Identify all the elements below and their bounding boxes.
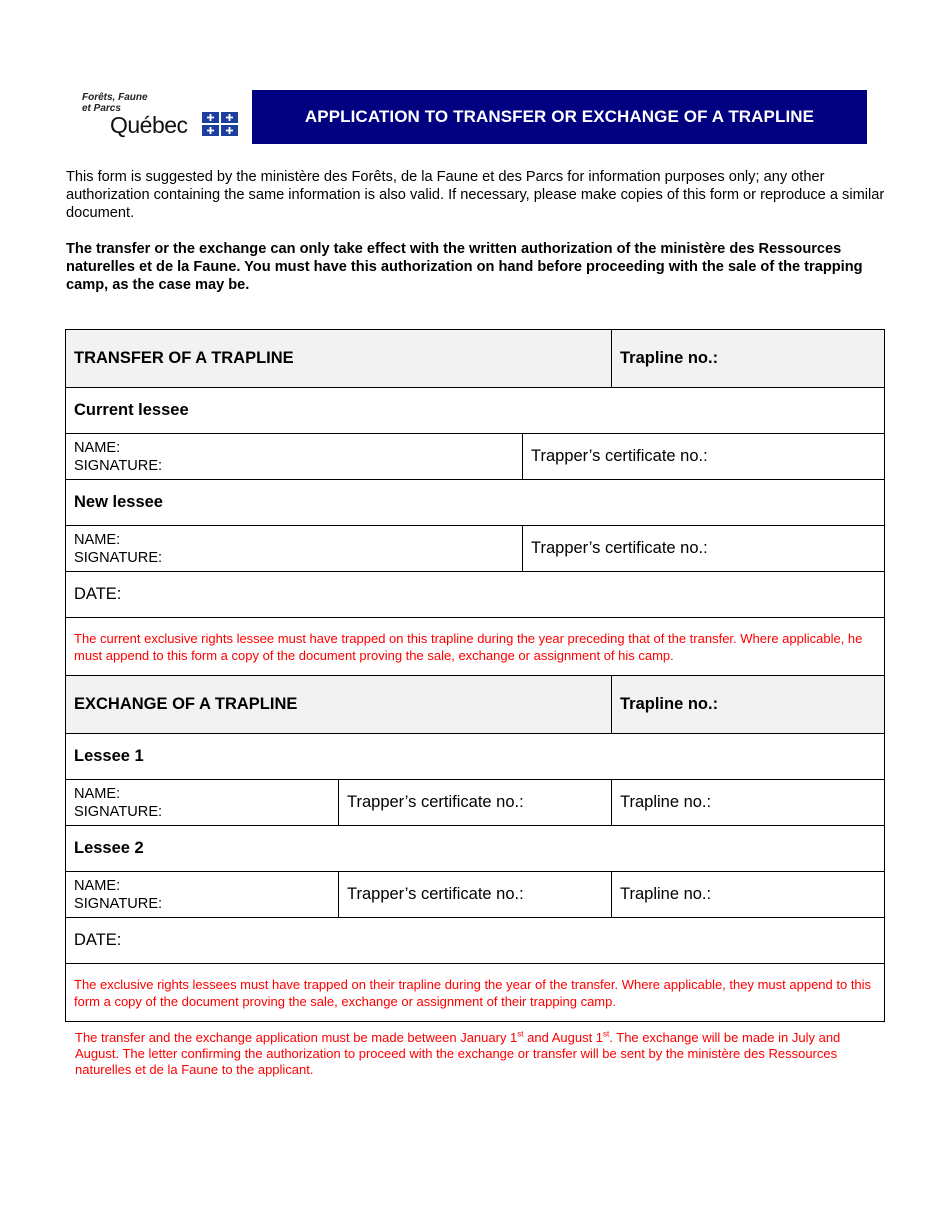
transfer-header-row bbox=[66, 330, 885, 388]
intro-text: This form is suggested by the ministère des Forêts, de la Faune et des Parcs for information purposes only; any other authorization containing the same information is also valid. If necessary, please make copies of this form or reproduce a similar document. bbox=[66, 169, 885, 221]
signature-label: SIGNATURE: bbox=[74, 803, 163, 820]
lessee2-heading: Lessee 2 bbox=[66, 826, 885, 871]
lessee2-trapline-field[interactable]: Trapline no.: bbox=[612, 872, 885, 917]
new-lessee-row bbox=[66, 526, 885, 572]
current-lessee-row bbox=[66, 434, 885, 480]
logo-ministry-line1: Forêts, Faune bbox=[82, 92, 148, 103]
current-lessee-name-signature-field[interactable] bbox=[66, 434, 523, 479]
lessee1-heading: Lessee 1 bbox=[66, 734, 885, 779]
authorization-notice: The transfer or the exchange can only take effect with the written authorization of the ministère des Ressources naturelles et de la Faune. You must have this authorization on hand before proceeding with the sale of the trapping camp, as the case may be. bbox=[66, 241, 863, 293]
footer-sup-1: st bbox=[517, 1029, 524, 1039]
lessee2-certificate-field[interactable]: Trapper’s certificate no.: bbox=[339, 872, 612, 917]
new-lessee-certificate-field[interactable]: Trapper’s certificate no.: bbox=[523, 526, 885, 571]
lessee1-trapline-field[interactable]: Trapline no.: bbox=[612, 780, 885, 825]
current-lessee-heading: Current lessee bbox=[66, 388, 885, 433]
current-lessee-heading-row bbox=[66, 388, 885, 434]
transfer-note: The current exclusive rights lessee must have trapped on this trapline during the year preceding that of the transfer. Where applicable, he must append to this form a copy of the document proving the sale, exchange or assignment of his camp. bbox=[66, 618, 885, 675]
lessee1-certificate-field[interactable]: Trapper’s certificate no.: bbox=[339, 780, 612, 825]
lessee1-row bbox=[66, 780, 885, 826]
signature-label: SIGNATURE: bbox=[74, 549, 163, 566]
name-label: NAME: bbox=[74, 877, 121, 894]
name-label: NAME: bbox=[74, 439, 121, 456]
exchange-note: The exclusive rights lessees must have trapped on their trapline during the year of the transfer. Where applicable, they must append to this form a copy of the document proving the sale, exchange or assignment of their trapping camp. bbox=[66, 964, 885, 1021]
exchange-note-row bbox=[66, 964, 885, 1022]
form-title-banner bbox=[252, 90, 867, 144]
exchange-date-field[interactable]: DATE: bbox=[66, 918, 885, 963]
footer-note bbox=[75, 1030, 883, 1078]
exchange-section-title: EXCHANGE OF A TRAPLINE bbox=[66, 676, 612, 733]
new-lessee-name-signature-field[interactable] bbox=[66, 526, 523, 571]
current-lessee-certificate-field[interactable]: Trapper’s certificate no.: bbox=[523, 434, 885, 479]
lessee2-name-signature-field[interactable] bbox=[66, 872, 339, 917]
lessee1-name-signature-field[interactable] bbox=[66, 780, 339, 825]
application-form-table bbox=[65, 329, 885, 1022]
lessee2-row bbox=[66, 872, 885, 918]
exchange-date-row bbox=[66, 918, 885, 964]
footer-text-1: The transfer and the exchange application must be made between January 1 bbox=[75, 1030, 518, 1045]
exchange-trapline-field[interactable]: Trapline no.: bbox=[612, 676, 885, 733]
lessee1-heading-row bbox=[66, 734, 885, 780]
quebec-flag-icon bbox=[202, 112, 238, 136]
transfer-date-field[interactable]: DATE: bbox=[66, 572, 885, 617]
name-label: NAME: bbox=[74, 785, 121, 802]
name-label: NAME: bbox=[74, 531, 121, 548]
lessee2-heading-row bbox=[66, 826, 885, 872]
footer-text-2: and August 1 bbox=[523, 1030, 604, 1045]
transfer-note-row bbox=[66, 618, 885, 676]
transfer-date-row bbox=[66, 572, 885, 618]
exchange-header-row bbox=[66, 676, 885, 734]
new-lessee-heading: New lessee bbox=[66, 480, 885, 525]
footer-sup-2: st bbox=[603, 1029, 610, 1039]
transfer-section-title: TRANSFER OF A TRAPLINE bbox=[66, 330, 612, 387]
signature-label: SIGNATURE: bbox=[74, 457, 163, 474]
logo-wordmark: Québec bbox=[110, 112, 188, 138]
footer-text-3: . The exchange will be made in July and August. The letter confirming the authorization to proceed with the exchange or transfer will be sent by the ministère des Ressources naturelles et de la Faune to the applicant. bbox=[75, 1030, 841, 1077]
quebec-logo bbox=[80, 92, 240, 142]
transfer-trapline-field[interactable]: Trapline no.: bbox=[612, 330, 885, 387]
new-lessee-heading-row bbox=[66, 480, 885, 526]
logo-ministry-line2: et Parcs bbox=[82, 103, 121, 114]
signature-label: SIGNATURE: bbox=[74, 895, 163, 912]
form-title: APPLICATION TO TRANSFER OR EXCHANGE OF A TRAPLINE bbox=[304, 107, 815, 126]
